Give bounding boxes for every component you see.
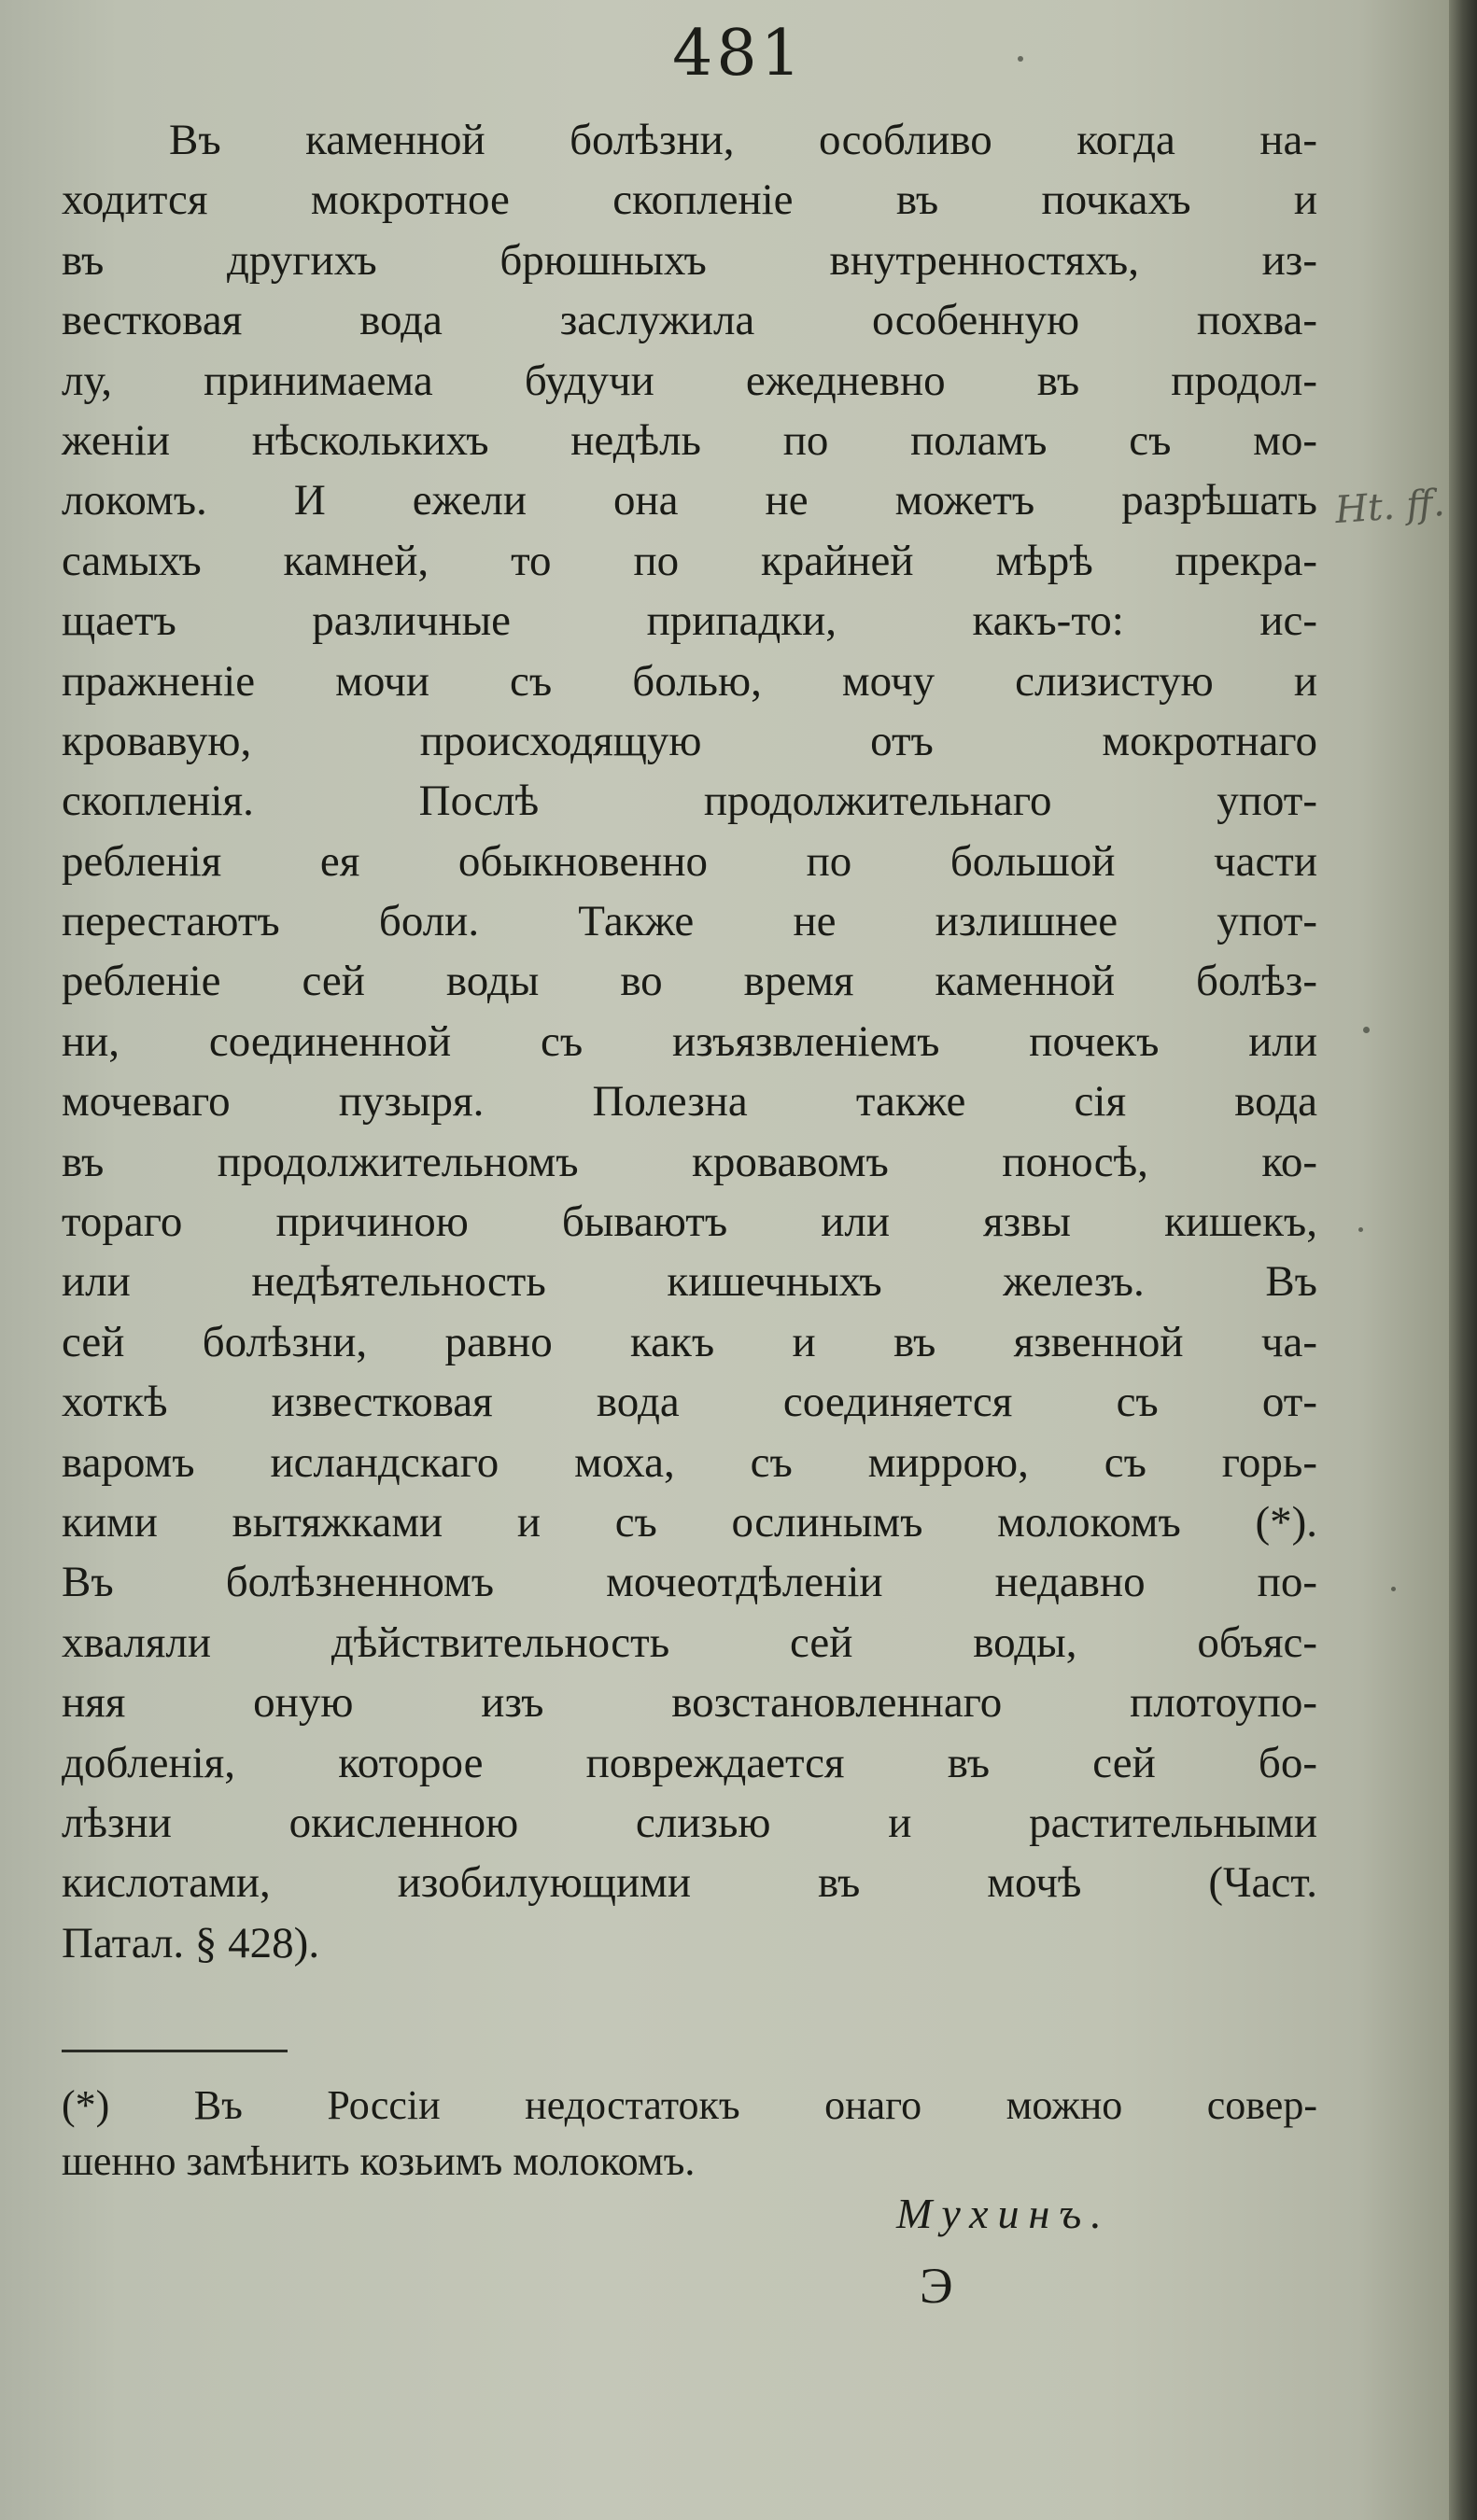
footnote: [62, 2078, 1317, 2190]
paper-speck: [1018, 56, 1023, 62]
text-line: перестаютъ боли. Также не излишнее упот-: [62, 897, 1317, 946]
text-line: Въ болѣзненномъ мочеотдѣленіи недавно по-: [62, 1558, 1317, 1607]
text-line: тораго причиною бываютъ или язвы кишекъ,: [62, 1197, 1317, 1247]
page-number: 481: [672, 17, 805, 91]
text-line: кими вытяжками и съ ослинымъ молокомъ (*).: [62, 1497, 1317, 1547]
main-text: [62, 110, 1317, 1973]
text-line: самыхъ камней, то по крайней мѣрѣ прекра-: [62, 536, 1317, 585]
text-line: пражненіе мочи съ болью, мочу слизистую и: [62, 656, 1317, 706]
text-line: въ продолжительномъ кровавомъ поносѣ, ко-: [62, 1137, 1317, 1186]
text-line: кислотами, изобилующими въ мочѣ (Част.: [62, 1858, 1317, 1908]
text-line: лѣзни окисленною слизью и растительными: [62, 1798, 1317, 1847]
text-line: вестковая вода заслужила особенную похва-: [62, 296, 1317, 345]
paper-speck: [1363, 1027, 1370, 1033]
text-line: женіи нѣсколькихъ недѣль по поламъ съ мо-: [62, 415, 1317, 465]
text-line: хоткѣ известковая вода соединяется съ от-: [62, 1378, 1317, 1427]
text-line: въ другихъ брюшныхъ внутренностяхъ, из-: [62, 235, 1317, 285]
text-line: кровавую, происходящую отъ мокротнаго: [62, 716, 1317, 765]
footnote-line: шенно замѣнить козьимъ молокомъ.: [62, 2138, 696, 2184]
author-signature: Мухинъ.: [896, 2190, 1111, 2237]
text-line: ребленіе сей воды во время каменной болѣз-: [62, 957, 1317, 1006]
text-line: Въ каменной болѣзни, особливо когда на-: [169, 116, 1317, 164]
text-line: скопленія. Послѣ продолжительнаго упот-: [62, 777, 1317, 826]
book-spine-shadow: [1449, 0, 1477, 2520]
footnote-rule: [62, 2050, 288, 2052]
text-line: добленія, которое повреждается въ сей бо-: [62, 1738, 1317, 1787]
text-line: Патал. § 428).: [62, 1918, 320, 1967]
text-line: мочеваго пузыря. Полезна также сія вода: [62, 1077, 1317, 1127]
text-line: ходится мокротное скопленіе въ почкахъ и: [62, 175, 1317, 225]
paper-speck: [1358, 1227, 1363, 1232]
footnote-line: (*) Въ Россіи недостатокъ онаго можно совер-: [62, 2082, 1317, 2128]
text-line: хваляли дѣйствительность сей воды, объяс-: [62, 1617, 1317, 1667]
handwritten-margin-note: Ht. ff.: [1333, 481, 1446, 533]
signature-mark: Э: [920, 2258, 953, 2314]
text-line: или недѣятельность кишечныхъ железъ. Въ: [62, 1257, 1317, 1307]
text-line: ребленія ея обыкновенно по большой части: [62, 836, 1317, 886]
paper-speck: [1391, 1587, 1396, 1591]
text-line: варомъ исландскаго моха, съ миррою, съ горь-: [62, 1437, 1317, 1487]
text-line: сей болѣзни, равно какъ и въ язвенной ча-: [62, 1317, 1317, 1366]
text-line: лу, принимаема будучи ежедневно въ продол-: [62, 356, 1317, 405]
text-line: локомъ. И ежели она не можетъ разрѣшать: [62, 476, 1317, 525]
text-line: ни, соединенной съ изъязвленіемъ почекъ или: [62, 1016, 1317, 1066]
text-line: няя оную изъ возстановленнаго плотоупо-: [62, 1678, 1317, 1728]
text-line: щаетъ различные припадки, какъ-то: ис-: [62, 596, 1317, 646]
